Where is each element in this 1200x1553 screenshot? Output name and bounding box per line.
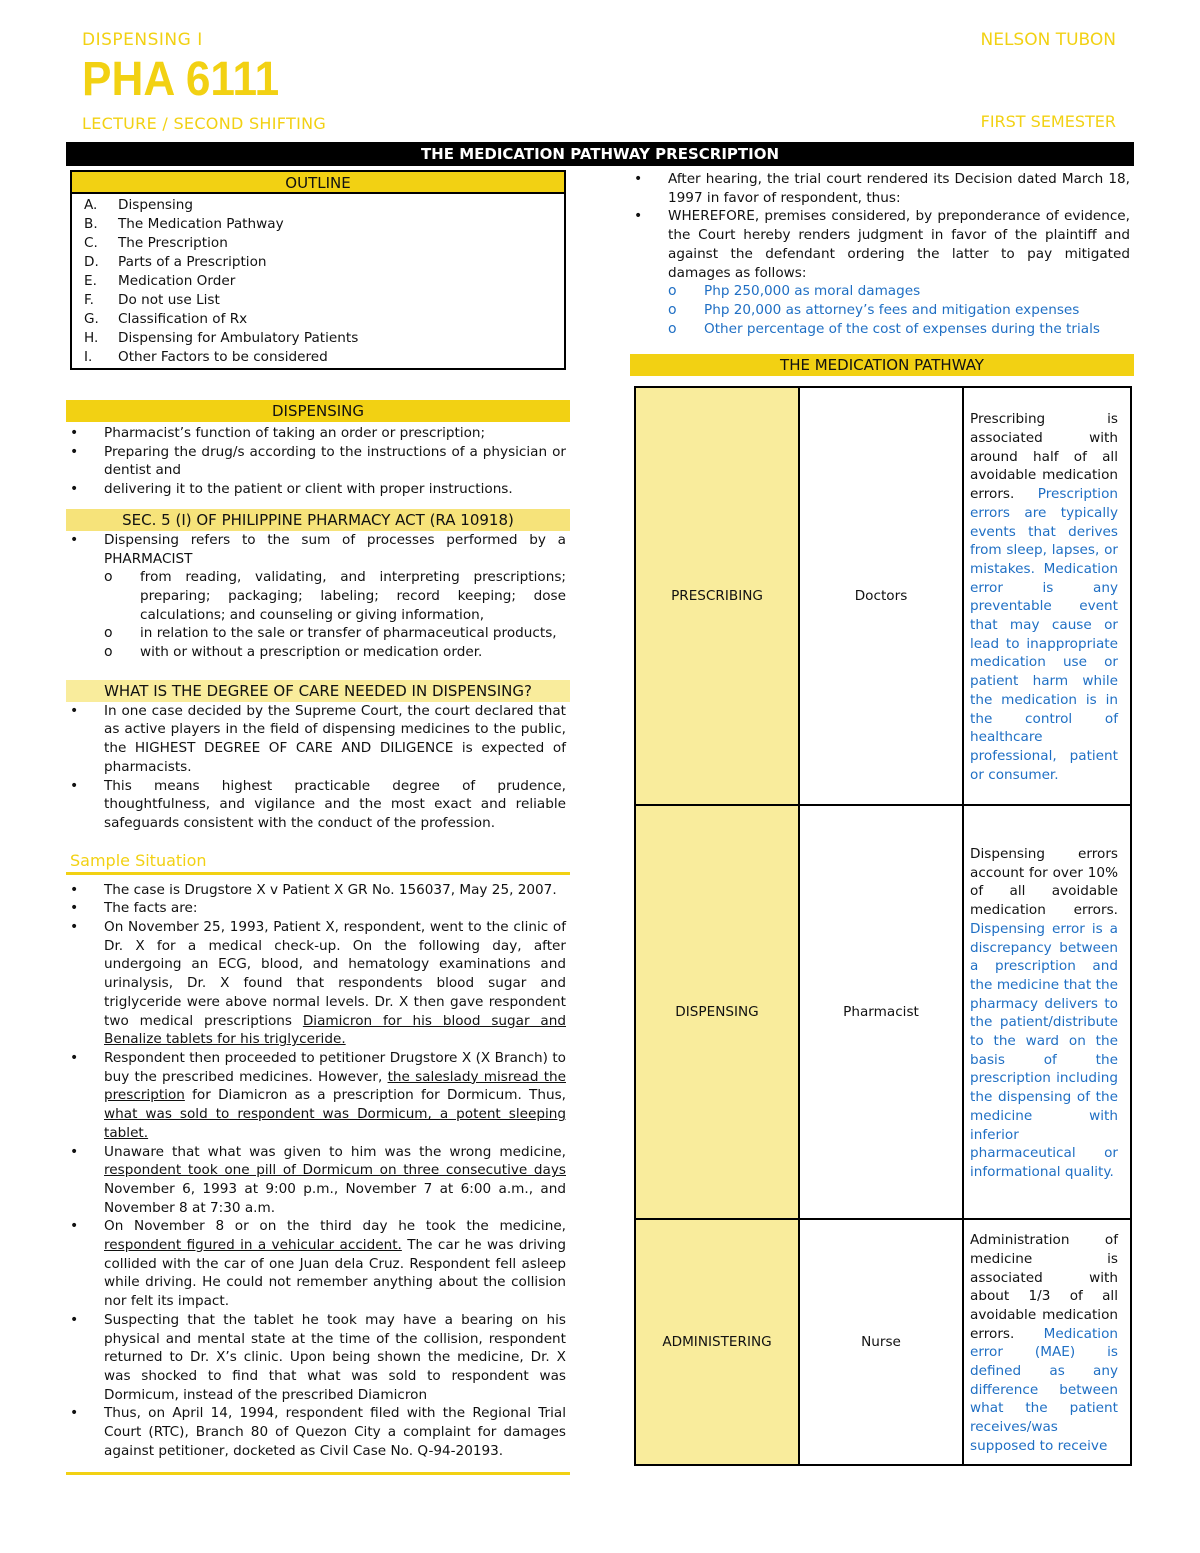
list-item: • delivering it to the patient or client with proper instructions.: [104, 480, 566, 499]
sub-item: o from reading, validating, and interpreting prescriptions; preparing; packaging; labeling; record keeping; dose calculations; and counseling or giving information,: [140, 568, 566, 624]
description-cell: Prescribing is associated with around half of all avoidable medication errors. Prescription errors are typically events that derives from sleep, lapses, or mistakes. Medication error is any preventable event that may cause or lead to inappropriate medication use or patient harm while the medication is in the control of healthcare professional, patient or consumer.: [963, 387, 1131, 805]
sample-heading: Sample Situation: [70, 850, 207, 870]
actor-cell: Doctors: [799, 387, 963, 805]
sub-item: o with or without a prescription or medication order.: [140, 643, 566, 662]
sec5-heading: SEC. 5 (I) OF PHILIPPINE PHARMACY ACT (RA 10918): [66, 509, 570, 531]
list-item: • On November 25, 1993, Patient X, respondent, went to the clinic of Dr. X for a medical check-up. On the following day, after undergoing an ECG, blood, and hematology examinations and urinalysis, Dr. X found that respondents blood sugar and triglyceride were above normal levels. Dr. X then gave respondent two medical prescriptions Diamicron for his blood sugar and Benalize tablets for his triglyceride.: [104, 918, 566, 1049]
author-name: NELSON TUBON: [980, 30, 1116, 50]
list-item: • Respondent then proceeded to petitioner Drugstore X (X Branch) to buy the prescribed medicines. However, the saleslady misread the prescription for Diamicron as a prescription for Dormicum. Thus, what was sold to respondent was Dormicum, a potent sleeping tablet.: [104, 1049, 566, 1143]
table-row: [635, 387, 1131, 805]
list-item: • Dispensing refers to the sum of processes performed by a PHARMACIST o from reading, validating, and interpreting prescriptions; preparing; packaging; labeling; record keeping; dose calculations; and counseling or giving information, o in relation to the sale or transfer of pharmaceutical products, o with or without a prescription or medication order.: [104, 531, 566, 662]
table-row: [635, 1219, 1131, 1465]
outline-item: G. Classification of Rx: [84, 311, 248, 327]
outline-item: B. The Medication Pathway: [84, 216, 284, 232]
outline-heading: OUTLINE: [72, 172, 564, 194]
sub-item: o Php 250,000 as moral damages: [704, 282, 1130, 301]
right-column: [630, 170, 1134, 1466]
outline-item: A. Dispensing: [84, 197, 194, 213]
table-row: [635, 805, 1131, 1219]
description-cell: Administration of medicine is associated with about 1/3 of all avoidable medication errors. Medication error (MAE) is defined as any difference between what the patient receives/was supposed to receive: [963, 1219, 1131, 1465]
outline-item: C. The Prescription: [84, 235, 228, 251]
course-shift: LECTURE / SECOND SHIFTING: [82, 114, 327, 133]
outline-item: F. Do not use List: [84, 292, 220, 308]
sec5-list: [66, 531, 570, 662]
list-item: • In one case decided by the Supreme Court, the court declared that as active players in the field of dispensing medicines to the public, the HIGHEST DEGREE OF CARE AND DILIGENCE is expected of pharmacists.: [104, 702, 566, 777]
course-code: PHA 6111: [82, 53, 280, 106]
damages-sublist: [668, 282, 1130, 338]
sub-item: o in relation to the sale or transfer of pharmaceutical products,: [140, 624, 566, 643]
list-item: • The case is Drugstore X v Patient X GR No. 156037, May 25, 2007.: [104, 881, 566, 900]
list-item: • Pharmacist’s function of taking an order or prescription;: [104, 424, 566, 443]
outline-item: D. Parts of a Prescription: [84, 254, 267, 270]
pathway-table: [634, 386, 1132, 1466]
list-item: • This means highest practicable degree of prudence, thoughtfulness, and vigilance and the most exact and reliable safeguards consistent with the conduct of the profession.: [104, 777, 566, 833]
sub-item: o Other percentage of the cost of expenses during the trials: [704, 320, 1130, 339]
outline-item: I. Other Factors to be considered: [84, 349, 328, 365]
degree-list: [66, 702, 570, 833]
dispensing-heading: DISPENSING: [66, 400, 570, 422]
outline-item: H. Dispensing for Ambulatory Patients: [84, 330, 359, 346]
dispensing-list: [66, 424, 570, 499]
list-item: • After hearing, the trial court rendered its Decision dated March 18, 1997 in favor of respondent, thus:: [668, 170, 1130, 207]
header-left: [82, 30, 326, 133]
list-item: • Suspecting that the tablet he took may have a bearing on his physical and mental state at the time of the collision, respondent returned to Dr. X’s clinic. Upon being shown the medicine, Dr. X was shocked to find that what was sold to respondent was Dormicum, instead of the prescribed Diamicron: [104, 1311, 566, 1405]
decision-list: [630, 170, 1134, 338]
sec5-sublist: [104, 568, 566, 662]
bottom-divider: [66, 1472, 570, 1475]
header-right: [980, 30, 1116, 131]
list-item: • Unaware that what was given to him was the wrong medicine, respondent took one pill of Dormicum on three consecutive days November 6, 1993 at 9:00 p.m., November 7 at 6:00 a.m., and November 8 at 7:30 a.m.: [104, 1143, 566, 1218]
page-title: THE MEDICATION PATHWAY PRESCRIPTION: [66, 142, 1134, 166]
list-item: • Preparing the drug/s according to the instructions of a physician or dentist and: [104, 443, 566, 480]
actor-cell: Pharmacist: [799, 805, 963, 1219]
sub-item: o Php 20,000 as attorney’s fees and mitigation expenses: [704, 301, 1130, 320]
list-item: • The facts are:: [104, 899, 566, 918]
description-cell: Dispensing errors account for over 10% of all avoidable medication errors. Dispensing error is a discrepancy between a prescription and the medicine that the pharmacy delivers to the patient/distribute to the ward on the basis of the prescription including the dispensing of the medicine with inferior pharmaceutical or informational quality.: [963, 805, 1131, 1219]
list-item: • Thus, on April 14, 1994, respondent filed with the Regional Trial Court (RTC), Branch 80 of Quezon City a complaint for damages against petitioner, docketed as Civil Case No. Q-94-20193.: [104, 1404, 566, 1460]
semester: FIRST SEMESTER: [980, 112, 1116, 131]
degree-heading: WHAT IS THE DEGREE OF CARE NEEDED IN DISPENSING?: [66, 680, 570, 702]
actor-cell: Nurse: [799, 1219, 963, 1465]
stage-cell: ADMINISTERING: [635, 1219, 799, 1465]
course-name: DISPENSING I: [82, 30, 203, 50]
list-item: • On November 8 or on the third day he took the medicine, respondent figured in a vehicular accident. The car he was driving collided with the car of one Juan dela Cruz. Respondent fell asleep while driving. He could not remember anything about the collision nor felt its impact.: [104, 1217, 566, 1311]
sample-divider: [66, 872, 570, 875]
outline-box: [70, 170, 566, 370]
stage-cell: PRESCRIBING: [635, 387, 799, 805]
outline-item: E. Medication Order: [84, 273, 236, 289]
outline-list: [72, 194, 564, 368]
pathway-heading: THE MEDICATION PATHWAY: [630, 354, 1134, 376]
sample-list: [66, 881, 570, 1461]
list-item: • WHEREFORE, premises considered, by preponderance of evidence, the Court hereby renders judgment in favor of the plaintiff and against the defendant ordering the latter to pay mitigated damages as follows: o Php 250,000 as moral damages o Php 20,000 as attorney’s fees and mitigation expenses o Other percentage of the cost of expenses during the trials: [668, 207, 1130, 338]
stage-cell: DISPENSING: [635, 805, 799, 1219]
left-column: [66, 170, 570, 1475]
